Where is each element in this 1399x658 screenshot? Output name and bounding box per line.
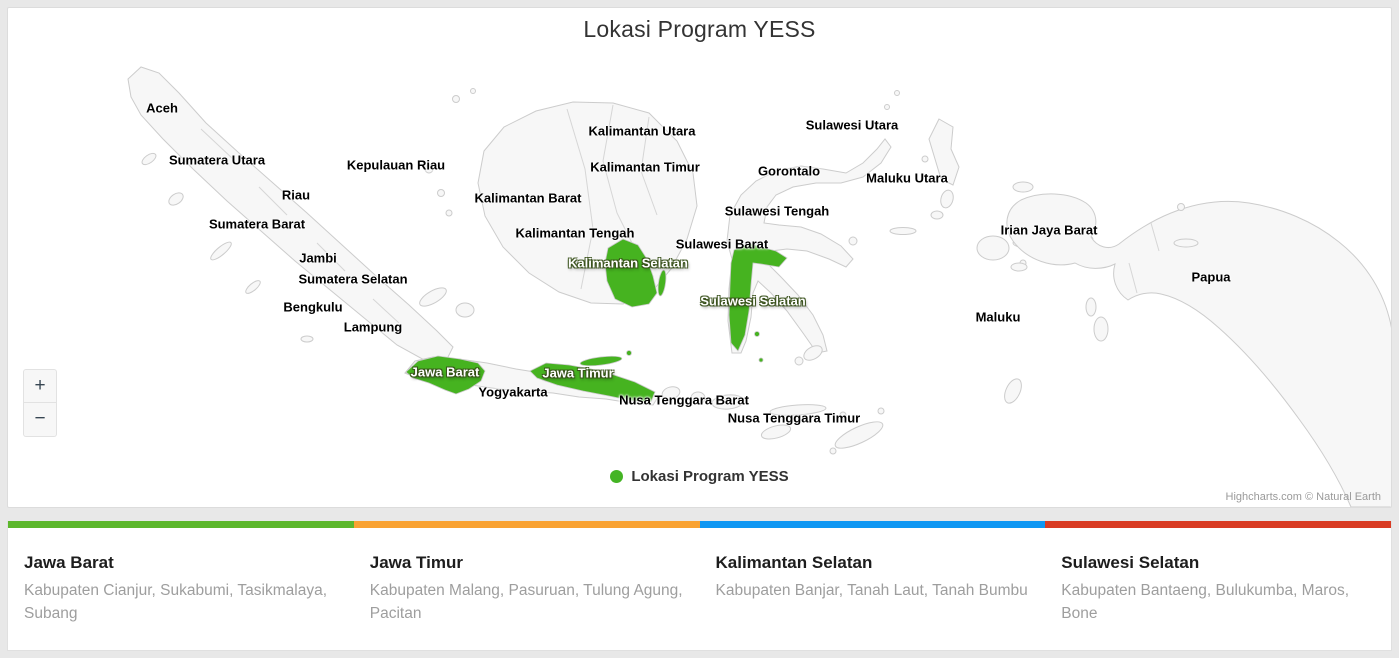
footer-region-sulawesi-selatan [1045,553,1391,625]
map-island-lingga[interactable] [438,190,445,197]
legend-dot-icon [610,470,623,483]
map-label-sumatera-selatan: Sumatera Selatan [298,271,408,287]
zoom-in-button[interactable]: + [23,369,57,403]
footer-bar-segment [1045,521,1391,528]
map-island-simeulue[interactable] [140,151,158,167]
map-title: Lokasi Program YESS [583,16,816,42]
footer-bar-segment [354,521,700,528]
map-label-kalimantan-barat: Kalimantan Barat [474,190,582,206]
region-name: Sulawesi Selatan [1061,553,1200,572]
footer-color-bar [8,521,1391,528]
zoom-out-button[interactable]: − [23,403,57,437]
map-label-nusa-tenggara-barat: Nusa Tenggara Barat [619,392,749,408]
map-credits[interactable]: Highcharts.com © Natural Earth [1225,491,1381,503]
map-island-buru[interactable] [977,236,1009,260]
footer-bar-segment [700,521,1046,528]
map-island-sumbawa[interactable] [711,394,744,411]
map-label-maluku-utara: Maluku Utara [866,170,948,186]
map-label-kalimantan-timur: Kalimantan Timur [590,159,700,175]
region-jatim-islet[interactable] [627,351,632,356]
map-island-singkep[interactable] [446,210,452,216]
map-island-enggano[interactable] [301,336,313,342]
map-label-irian-jaya-barat: Irian Jaya Barat [1000,222,1098,238]
map-island-bangka[interactable] [417,284,449,309]
map-island-muna[interactable] [795,357,803,365]
region-sulsel-islet-1[interactable] [755,332,760,337]
region-kabupaten-list: Kabupaten Cianjur, Sukabumi, Tasikmalaya, Subang [24,582,327,622]
map-island-rote[interactable] [830,448,836,454]
map-label-riau: Riau [281,187,311,203]
map-label-sulawesi-utara: Sulawesi Utara [805,117,899,133]
map-island-natuna[interactable] [453,96,460,103]
map-island-sangihe[interactable] [885,105,890,110]
map-label-sumatera-barat: Sumatera Barat [208,216,306,232]
indonesia-map[interactable] [8,8,1392,508]
map-card [7,7,1392,508]
footer-region-jawa-timur [354,553,700,625]
map-datalabel-jawa-timur: Jawa Timur [542,365,614,381]
map-island-sula[interactable] [890,228,916,235]
map-island-anambas[interactable] [471,89,476,94]
map-label-kalimantan-utara: Kalimantan Utara [588,123,696,139]
region-name: Kalimantan Selatan [715,553,873,572]
map-island-bali[interactable] [661,385,681,401]
map-island-papua[interactable] [1007,194,1392,507]
map-island-bacan[interactable] [939,189,955,209]
map-island-misool[interactable] [1011,263,1027,271]
map-island-kei[interactable] [1086,298,1096,316]
map-label-aceh: Aceh [146,100,178,116]
map-island-aru[interactable] [1094,317,1108,341]
map-label-sumatera-utara: Sumatera Utara [168,152,266,168]
map-island-obi[interactable] [931,211,943,219]
map-island-sumatra[interactable] [128,67,453,361]
map-datalabel-jawa-barat: Jawa Barat [410,364,480,380]
map-zoom-controls [23,369,57,437]
map-label-kalimantan-tengah: Kalimantan Tengah [515,225,635,241]
region-name: Jawa Barat [24,553,114,572]
map-island-biak[interactable] [1178,204,1185,211]
legend-label: Lokasi Program YESS [631,468,789,485]
map-island-talaud[interactable] [895,91,900,96]
map-island-yapen[interactable] [1174,239,1198,247]
map-label-bengkulu: Bengkulu [283,299,343,315]
footer-region-jawa-barat [8,553,354,625]
map-island-sumba[interactable] [760,422,792,441]
map-island-alor[interactable] [840,412,846,418]
region-kabupaten-list: Kabupaten Malang, Pasuruan, Tulung Agung, Pacitan [369,582,683,622]
map-label-jambi: Jambi [299,250,337,266]
map-island-timor[interactable] [832,417,886,453]
map-island-lombok[interactable] [691,392,705,404]
map-label-gorontalo: Gorontalo [757,163,821,179]
map-island-tanimbar[interactable] [1001,376,1025,405]
map-label-nusa-tenggara-timur: Nusa Tenggara Timur [727,410,861,426]
legend-item[interactable] [8,468,1391,485]
map-island-pagai[interactable] [244,279,262,296]
footer-region-kalimantan-selatan [700,553,1046,625]
map-label-sulawesi-tengah: Sulawesi Tengah [724,203,830,219]
map-datalabel-kalimantan-selatan: Kalimantan Selatan [568,255,688,271]
map-island-nias[interactable] [167,190,186,207]
region-jawa-barat[interactable] [406,356,485,394]
region-sulsel-islet-2[interactable] [759,358,763,362]
region-madura[interactable] [580,354,623,367]
map-label-yogyakarta: Yogyakarta [478,384,548,400]
map-island-wetar[interactable] [878,408,884,414]
map-label-sulawesi-barat: Sulawesi Barat [675,236,769,252]
map-datalabel-sulawesi-selatan: Sulawesi Selatan [700,293,806,309]
region-kabupaten-list: Kabupaten Bantaeng, Bulukumba, Maros, Bone [1061,582,1350,622]
map-island-waigeo[interactable] [1013,182,1033,192]
map-island-banggai[interactable] [849,237,857,245]
map-island-flores[interactable] [770,403,827,417]
map-label-papua: Papua [1191,269,1231,285]
region-kabupaten-list: Kabupaten Banjar, Tanah Laut, Tanah Bumbu [715,582,1028,599]
footer-regions [8,528,1391,625]
map-label-lampung: Lampung [343,319,403,335]
map-label-kepulauan-riau: Kepulauan Riau [346,157,446,173]
footer-bar-segment [8,521,354,528]
map-island-ternate[interactable] [922,156,928,162]
map-island-halmahera[interactable] [929,119,959,185]
map-island-batam[interactable] [425,165,433,173]
map-island-mentawai[interactable] [208,240,233,263]
map-label-maluku: Maluku [975,309,1021,325]
map-island-belitung[interactable] [456,303,474,317]
region-name: Jawa Timur [369,553,463,572]
footer-card [7,521,1392,651]
